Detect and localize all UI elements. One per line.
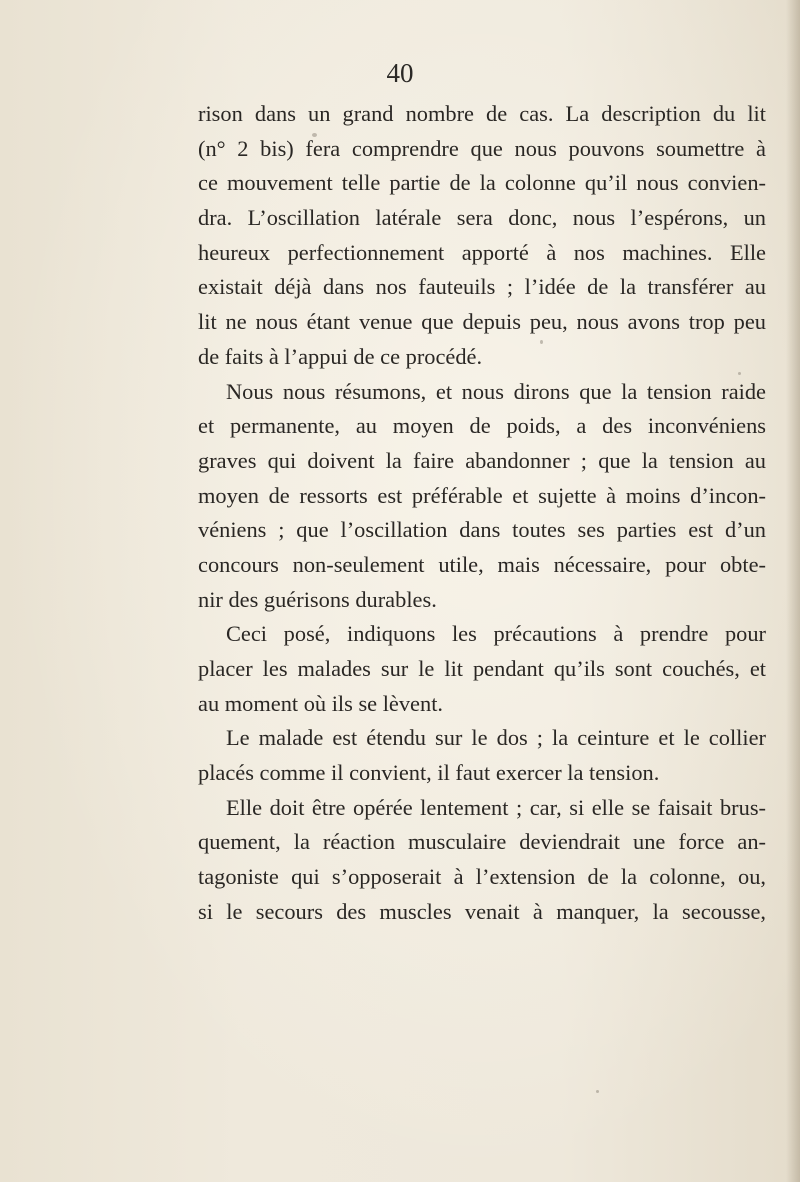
paper-speck <box>596 1090 599 1093</box>
text-line: au moment où ils se lèvent. <box>198 690 444 716</box>
text-line: tagoniste qui s’opposerait à l’extension de la colonne, ou, <box>198 864 766 890</box>
page-number: 40 <box>386 58 414 88</box>
text-line: ce mouvement telle partie de la colonne qu’il nous convien- <box>198 170 766 196</box>
text-line: Le malade est étendu sur le dos ; la ceinture et le collier <box>226 725 766 751</box>
text-line: (n° 2 bis) fera comprendre que nous pouvons soumettre à <box>198 135 766 161</box>
text-line: graves qui doivent la faire abandonner ; que la tension au <box>198 447 766 473</box>
text-line: si le secours des muscles venait à manquer, la secousse, <box>198 898 766 924</box>
text-line: placer les malades sur le lit pendant qu’ils sont couchés, et <box>198 656 766 681</box>
text-line: concours non-seulement utile, mais nécessaire, pour obte- <box>198 551 766 577</box>
text-line: quement, la réaction musculaire deviendrait une force an- <box>198 829 766 855</box>
text-line: et permanente, au moyen de poids, a des inconvéniens <box>198 413 766 439</box>
text-line: nir des guérisons durables. <box>198 586 437 612</box>
text-line: dra. L’oscillation latérale sera donc, nous l’espérons, un <box>198 205 766 231</box>
body-text <box>198 97 766 930</box>
text-line: Elle doit être opérée lentement ; car, si elle se faisait brus- <box>226 794 766 820</box>
text-line: de faits à l’appui de ce procédé. <box>198 343 483 369</box>
text-line: rison dans un grand nombre de cas. La description du lit <box>198 101 766 126</box>
text-line: placés comme il convient, il faut exercer la tension. <box>198 760 660 786</box>
text-line: Nous nous résumons, et nous dirons que la tension raide <box>226 378 766 404</box>
text-line: moyen de ressorts est préférable et sujette à moins d’incon- <box>198 482 766 508</box>
text-line: existait déjà dans nos fauteuils ; l’idée de la transférer au <box>198 274 766 300</box>
text-line: heureux perfectionnement apporté à nos machines. Elle <box>198 239 766 265</box>
text-line: Ceci posé, indiquons les précautions à prendre pour <box>226 621 766 647</box>
page-spine-shadow <box>786 0 800 1182</box>
text-line: lit ne nous étant venue que depuis peu, nous avons trop peu <box>198 309 766 335</box>
text-line: véniens ; que l’oscillation dans toutes ses parties est d’un <box>198 517 766 543</box>
